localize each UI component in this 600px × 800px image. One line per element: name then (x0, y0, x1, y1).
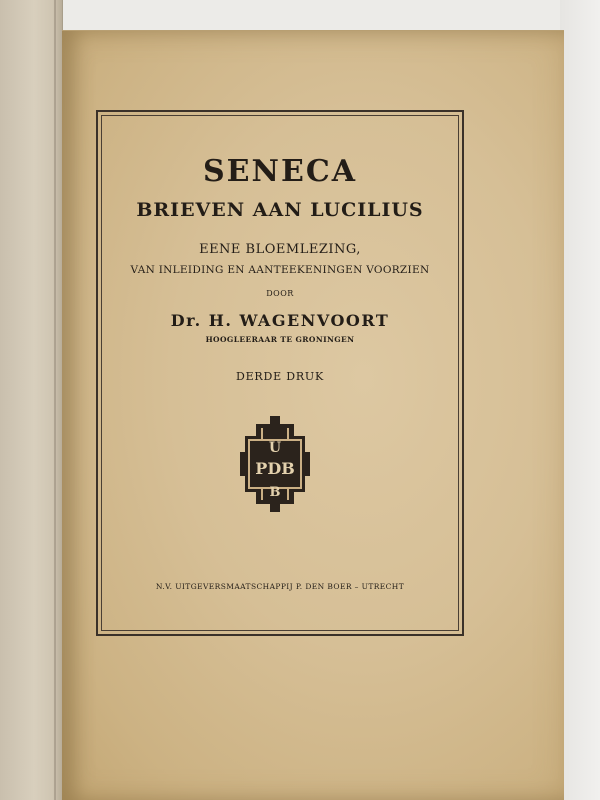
svg-text:PDB: PDB (255, 459, 295, 478)
author-name: Dr. H. WAGENVOORT (170, 311, 390, 330)
author-role: HOOGLEERAAR TE GRONINGEN (205, 335, 355, 344)
description-line-1: EENE BLOEMLEZING, (199, 242, 361, 257)
by-label: DOOR (266, 289, 294, 298)
svg-text:B: B (269, 485, 281, 500)
book-subtitle: BRIEVEN AAN LUCILIUS (136, 199, 424, 221)
svg-text:U: U (268, 440, 282, 456)
background-surface (560, 0, 600, 800)
edition-label: DERDE DRUK (235, 370, 325, 383)
description-line-2: VAN INLEIDING EN AANTEEKENINGEN VOORZIEN (130, 264, 430, 276)
book-cover-edge (0, 0, 63, 800)
title-frame (96, 110, 464, 636)
book-title: SENECA (203, 154, 357, 189)
publisher-line: N.V. UITGEVERSMAATSCHAPPIJ P. DEN BOER – UTRECHT (155, 582, 405, 591)
publisher-logo-icon (240, 414, 310, 514)
